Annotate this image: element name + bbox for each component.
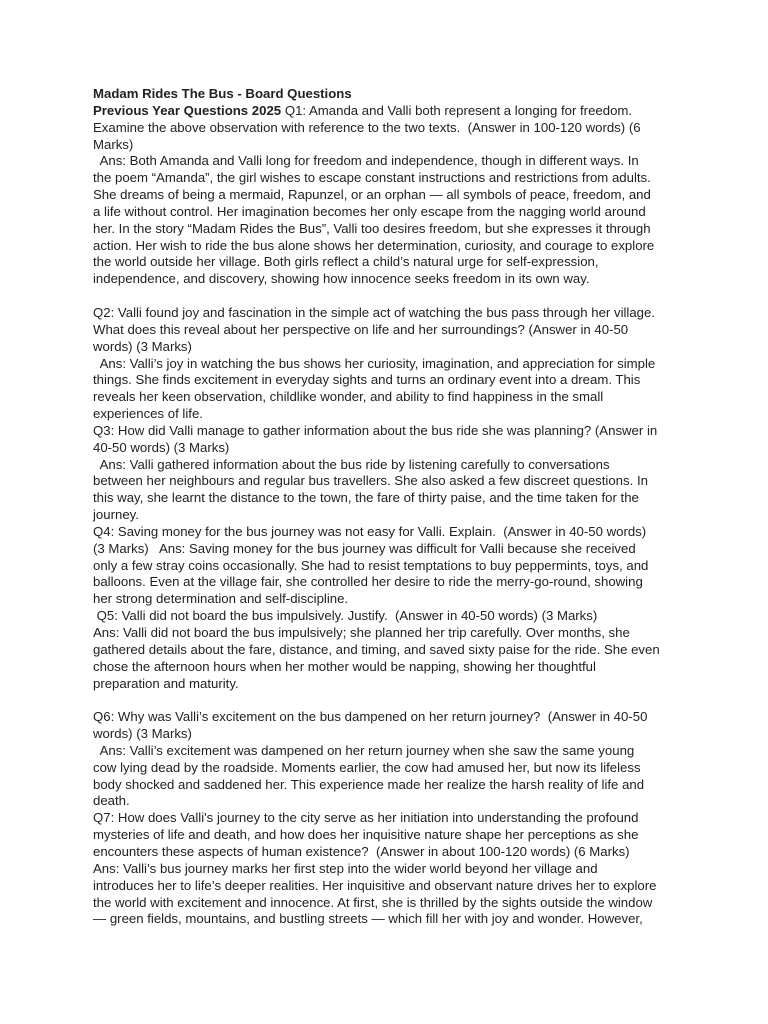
document-body (93, 120, 683, 929)
text-line: (3 Marks) Ans: Saving money for the bus journey was difficult for Valli because she received (93, 540, 636, 556)
text-line: body shocked and saddened her. This experience made her realize the harsh reality of life and (93, 776, 645, 792)
text-line: reveals her keen observation, childlike wonder, and ability to find happiness in the small (93, 389, 604, 405)
text-line: Ans: Valli’s bus journey marks her first step into the wider world beyond her village and (93, 860, 598, 876)
text-line: Ans: Valli gathered information about the bus ride by listening carefully to conversations (93, 456, 610, 472)
text-line: independence, and discovery, showing how innocence seeks freedom in its own way. (93, 271, 590, 287)
text-line: What does this reveal about her perspective on life and her surroundings? (Answer in 40-50 (93, 321, 629, 337)
text-line: Ans: Valli’s excitement was dampened on her return journey when she saw the same young (93, 742, 635, 758)
text-line: mysteries of life and death, and how does her inquisitive nature shape her perceptions as she (93, 827, 639, 843)
text-line: Q6: Why was Valli’s excitement on the bus dampened on her return journey? (Answer in 40-50 (93, 709, 648, 725)
text-line: death. (93, 793, 130, 809)
text-line: her strong determination and self-discipline. (93, 591, 349, 607)
document-page (93, 86, 683, 928)
question-1-text: Q1: Amanda and Valli both represent a longing for freedom. (281, 102, 633, 118)
text-line: words) (3 Marks) (93, 338, 192, 354)
text-line: She dreams of being a mermaid, Rapunzel, or an orphan — all symbols of peace, freedom, and (93, 187, 651, 203)
document-subtitle: Previous Year Questions 2025 (93, 102, 282, 118)
text-line: the world with excitement and innocence. At first, she is thrilled by the sights outside the window (93, 894, 653, 910)
paragraph-spacer (93, 692, 683, 709)
text-line: a life without control. Her imagination becomes her only escape from the nagging world around (93, 203, 646, 219)
paragraph-spacer (93, 288, 683, 305)
text-line: 40-50 words) (3 Marks) (93, 439, 230, 455)
text-line: Examine the above observation with reference to the two texts. (Answer in 100-120 words) (6 (93, 119, 641, 135)
text-line: action. Her wish to ride the bus alone shows her determination, curiosity, and courage to explore (93, 237, 655, 253)
text-line: Ans: Valli’s joy in watching the bus shows her curiosity, imagination, and appreciation for simple (93, 355, 656, 371)
text-line: Q2: Valli found joy and fascination in the simple act of watching the bus pass through her village. (93, 304, 656, 320)
text-line: Ans: Valli did not board the bus impulsively; she planned her trip carefully. Over months, she (93, 625, 630, 640)
text-line: the world outside her village. Both girls reflect a child’s natural urge for self-expression, (93, 254, 599, 270)
text-line: Q4: Saving money for the bus journey was not easy for Valli. Explain. (Answer in 40-50 words) (93, 523, 647, 539)
text-line: only a few stray coins occasionally. She had to resist temptations to buy peppermints, toys, and (93, 557, 649, 573)
text-line: — green fields, mountains, and bustling streets — which fill her with joy and wonder. However, (93, 911, 643, 927)
text-line: introduces her to life’s deeper realities. Her inquisitive and observant nature drives her to explore (93, 877, 657, 893)
text-line: Ans: Both Amanda and Valli long for freedom and independence, though in different ways. In (93, 153, 639, 169)
text-line: things. She finds excitement in everyday sights and turns an ordinary event into a dream. This (93, 372, 641, 388)
text-line: Q7: How does Valli's journey to the city serve as her initiation into understanding the profound (93, 810, 639, 826)
text-line: Q3: How did Valli manage to gather information about the bus ride she was planning? (Answer in (93, 422, 658, 438)
text-line: her. In the story “Madam Rides the Bus”, Valli too desires freedom, but she expresses it through (93, 220, 651, 236)
text-line: journey. (93, 507, 139, 523)
document-line-first (93, 103, 683, 120)
text-line: Marks) (93, 136, 134, 152)
text-line: chose the afternoon hours when her mother would be napping, showing her thoughtful (93, 658, 596, 674)
text-line: encounters these aspects of human existence? (Answer in about 100-120 words) (6 Marks) (93, 843, 630, 859)
text-line: the poem “Amanda”, the girl wishes to escape constant instructions and restrictions from adults. (93, 170, 651, 186)
text-line: preparation and maturity. (93, 675, 239, 691)
text-line: Q5: Valli did not board the bus impulsively. Justify. (Answer in 40-50 words) (3 Marks) (93, 608, 598, 624)
text-line: balloons. Even at the village fair, she controlled her desire to ride the merry-go-round, showing (93, 574, 643, 590)
text-line: experiences of life. (93, 406, 203, 422)
document-title: Madam Rides The Bus - Board Questions (93, 86, 352, 101)
text-line: words) (3 Marks) (93, 726, 192, 742)
text-line: between her neighbours and regular bus travellers. She also asked a few discreet questions. In (93, 473, 648, 489)
text-line: cow lying dead by the roadside. Moments earlier, the cow had amused her, but now its lifeless (93, 759, 641, 775)
text-line: this way, she learnt the distance to the town, the fare of thirty paise, and the time taken for the (93, 490, 639, 506)
text-line: gathered details about the fare, distance, and timing, and saved sixty paise for the ride. She even (93, 641, 660, 657)
